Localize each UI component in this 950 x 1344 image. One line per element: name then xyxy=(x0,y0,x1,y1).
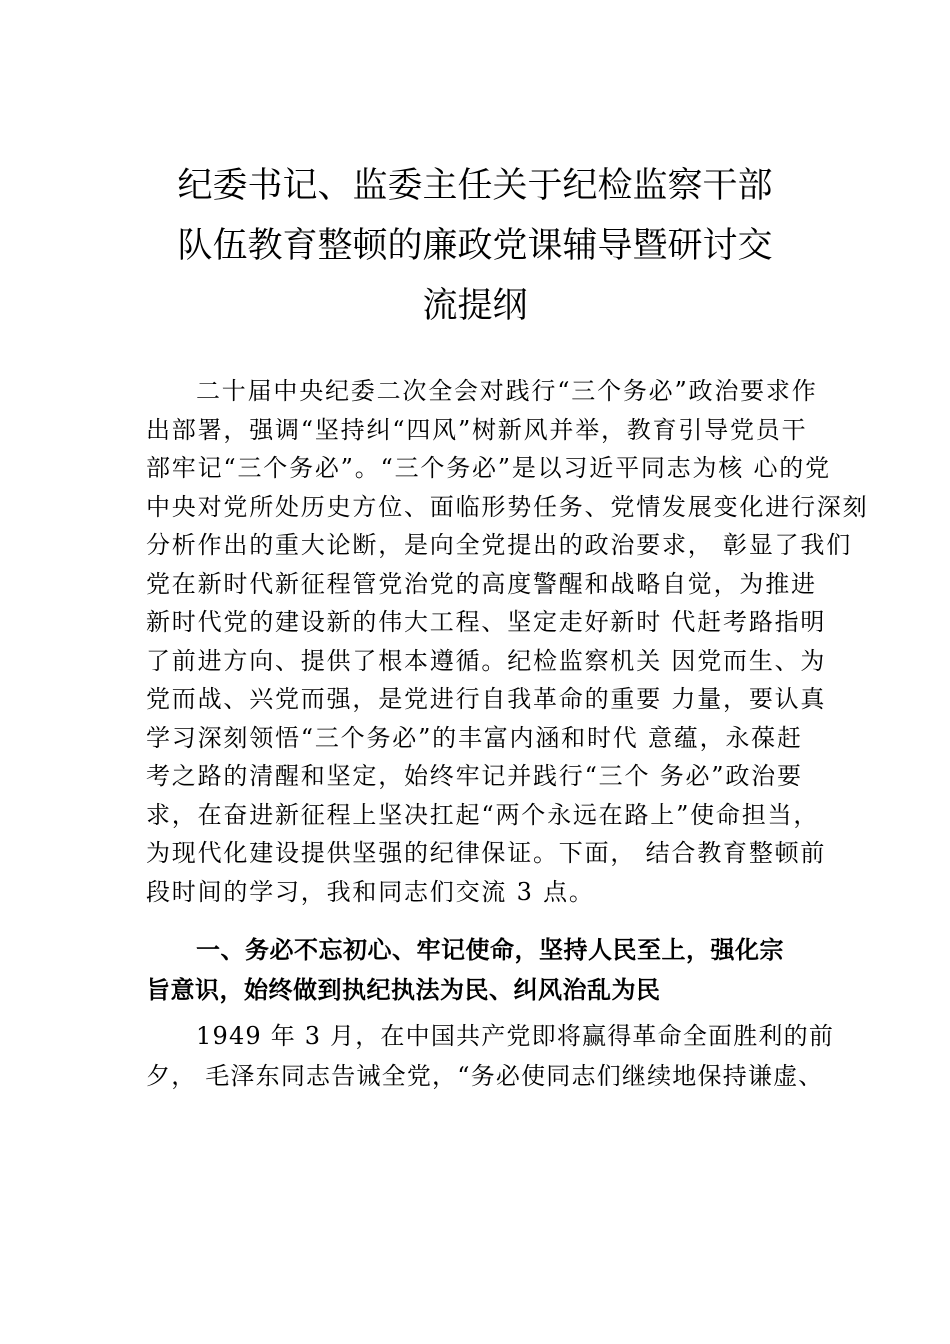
paragraph-line: 为现代化建设提供坚强的纪律保证。下面， 结合教育整顿前 xyxy=(146,839,827,867)
paragraph-line: 党而战、兴党而强，是党进行自我革命的重要 力量，要认真 xyxy=(146,685,827,713)
title-line: 队伍教育整顿的廉政党课辅导暨研讨交 xyxy=(177,226,773,266)
title-line: 流提纲 xyxy=(422,286,528,326)
heading-line: 一、务必不忘初心、牢记使命，坚持人民至上，强化宗 xyxy=(196,936,784,964)
paragraph-line: 段时间的学习，我和同志们交流 3 点。 xyxy=(146,877,595,906)
paragraph-line: 求，在奋进新征程上坚决扛起“两个永远在路上”使命担当， xyxy=(146,800,820,829)
paragraph-line: 中央对党所处历史方位、面临形势任务、党情发展变化进行深刻 xyxy=(146,492,869,521)
heading-line: 旨意识，始终做到执纪执法为民、纠风治乱为民 xyxy=(146,976,661,1004)
paragraph-line: 党在新时代新征程管党治党的高度警醒和战略自觉，为推进 xyxy=(146,569,817,598)
paragraph-line: 新时代党的建设新的伟大工程、坚定走好新时 代赶考路指明 xyxy=(146,608,827,636)
paragraph-line: 夕， 毛泽东同志告诫全党，“务必使同志们继续地保持谦虚、 xyxy=(146,1062,824,1090)
section-heading-1 xyxy=(146,930,836,1010)
paragraph-line: 考之路的清醒和坚定，始终牢记并践行“三个 务必”政治要 xyxy=(146,762,803,790)
paragraph-line: 部牢记“三个务必”。“三个务必”是以习近平同志为核 心的党 xyxy=(146,454,831,482)
intro-paragraph xyxy=(146,372,869,911)
paragraph-line: 学习深刻领悟“三个务必”的丰富内涵和时代 意蕴，永葆赶 xyxy=(146,723,803,752)
paragraph-line: 了前进方向、提供了根本遵循。纪检监察机关 因党而生、为 xyxy=(146,646,827,675)
paragraph-line: 分析作出的重大论断，是向全党提出的政治要求， 彰显了我们 xyxy=(146,531,853,559)
section-1-paragraph xyxy=(146,1016,836,1096)
document-title xyxy=(120,156,830,336)
paragraph-line: 1949 年 3 月，在中国共产党即将赢得革命全面胜利的前 xyxy=(196,1022,835,1050)
paragraph-line: 出部署，强调“坚持纠“四风”树新风并举，教育引导党员干 xyxy=(146,415,808,444)
paragraph-line: 二十届中央纪委二次全会对践行“三个务必”政治要求作 xyxy=(196,377,818,405)
title-line: 纪委书记、监委主任关于纪检监察干部 xyxy=(177,166,773,206)
